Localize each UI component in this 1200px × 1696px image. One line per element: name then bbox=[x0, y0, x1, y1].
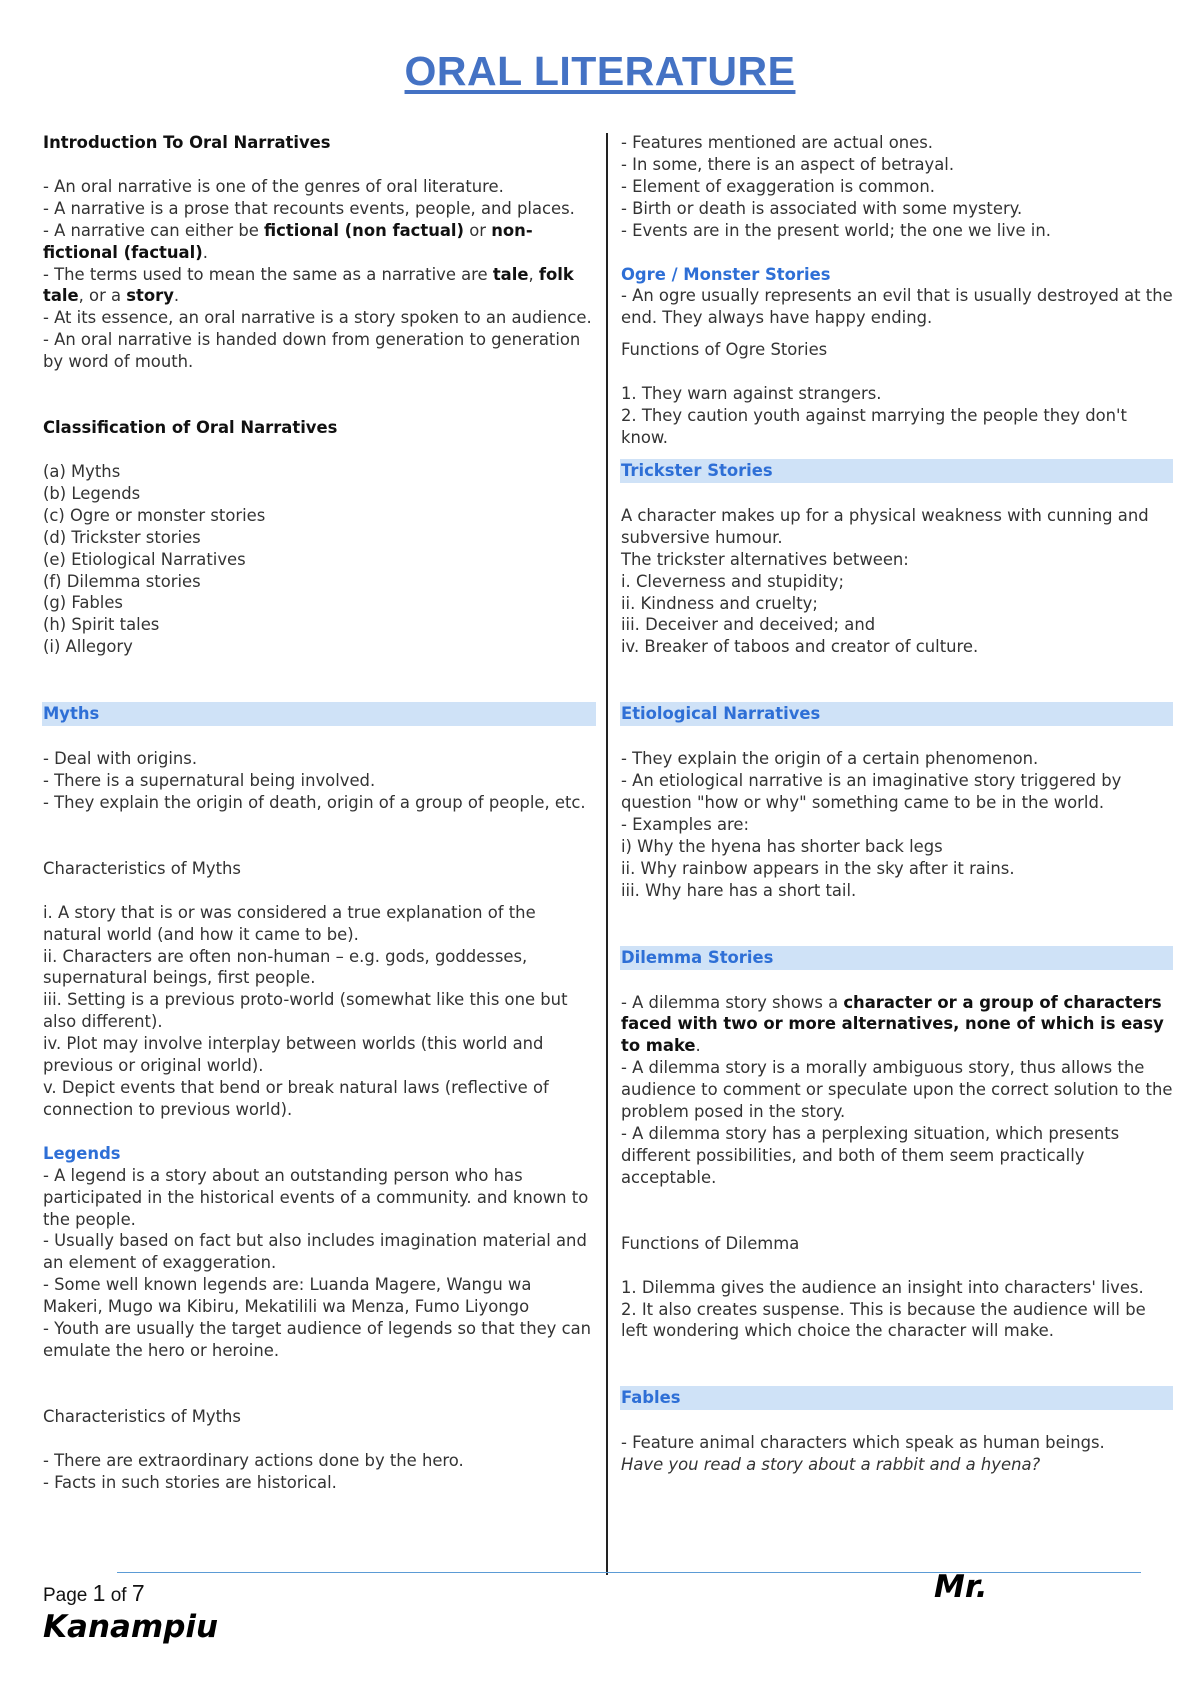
right-column bbox=[621, 132, 1173, 1476]
list-item: i) Why the hyena has shorter back legs bbox=[621, 836, 943, 856]
list-item: - There is a supernatural being involved. bbox=[43, 771, 376, 791]
list-item: ii. Characters are often non-human – e.g. gods, goddesses, supernatural beings, first people. bbox=[43, 946, 528, 988]
subheading: Functions of Dilemma bbox=[621, 1233, 800, 1253]
intro-line: - An oral narrative is one of the genres of oral literature. bbox=[43, 176, 504, 196]
paragraph: The trickster alternatives between: bbox=[621, 549, 909, 569]
list-item: 2. They caution youth against marrying the people they don't know. bbox=[621, 406, 1127, 447]
section-heading-etiological: Etiological Narratives bbox=[620, 702, 1173, 726]
page-number: Page 1 of 7 bbox=[43, 1580, 145, 1606]
paragraph: A character makes up for a physical weakness with cunning and subversive humour. bbox=[621, 505, 1149, 547]
left-column bbox=[43, 132, 596, 1494]
list-item: - They explain the origin of death, origin of a group of people, etc. bbox=[43, 792, 586, 812]
list-item: - An etiological narrative is an imaginative story triggered by question "how or why" something came to be in the world. bbox=[621, 771, 1122, 813]
section-heading-trickster: Trickster Stories bbox=[620, 459, 1173, 483]
list-item: - They explain the origin of a certain phenomenon. bbox=[621, 749, 1039, 769]
list-item: iii. Why hare has a short tail. bbox=[621, 880, 857, 900]
list-item: (g) Fables bbox=[43, 593, 123, 613]
section-heading-legends: Legends bbox=[43, 1143, 121, 1163]
author-title: Mr. bbox=[934, 1569, 988, 1605]
intro-line: - At its essence, an oral narrative is a story spoken to an audience. bbox=[43, 308, 592, 328]
list-item: iv. Breaker of taboos and creator of culture. bbox=[621, 637, 979, 657]
list-item: - Examples are: bbox=[621, 814, 750, 834]
list-item: 1. They warn against strangers. bbox=[621, 384, 882, 404]
intro-heading: Introduction To Oral Narratives bbox=[43, 133, 331, 152]
list-item: iii. Setting is a previous proto-world (somewhat like this one but also different). bbox=[43, 990, 568, 1032]
list-item: (c) Ogre or monster stories bbox=[43, 505, 266, 525]
list-item: iv. Plot may involve interplay between worlds (this world and previous or original world). bbox=[43, 1034, 544, 1076]
list-item: (b) Legends bbox=[43, 483, 141, 503]
author-name: Kanampiu bbox=[43, 1609, 219, 1645]
list-item: - There are extraordinary actions done by the hero. bbox=[43, 1450, 464, 1470]
subheading: Characteristics of Myths bbox=[43, 1406, 241, 1426]
subheading: Characteristics of Myths bbox=[43, 858, 241, 878]
classification-list bbox=[43, 461, 596, 658]
subheading: Functions of Ogre Stories bbox=[621, 340, 828, 360]
list-item: - Features mentioned are actual ones. bbox=[621, 133, 933, 152]
list-item: - Deal with origins. bbox=[43, 749, 198, 769]
section-heading-ogre: Ogre / Monster Stories bbox=[621, 264, 831, 284]
list-item: - Usually based on fact but also includes imagination material and an element of exaggeration. bbox=[43, 1231, 587, 1273]
list-item: i. Cleverness and stupidity; bbox=[621, 571, 845, 591]
document-title: ORAL LITERATURE bbox=[404, 48, 796, 94]
paragraph: - An ogre usually represents an evil that is usually destroyed at the end. They always have happy ending. bbox=[621, 286, 1173, 328]
list-item: ii. Kindness and cruelty; bbox=[621, 593, 818, 613]
list-item: - In some, there is an aspect of betrayal. bbox=[621, 154, 955, 174]
intro-line: - An oral narrative is handed down from generation to generation by word of mouth. bbox=[43, 330, 581, 372]
list-item: v. Depict events that bend or break natural laws (reflective of connection to previous world). bbox=[43, 1078, 549, 1119]
question-line: Have you read a story about a rabbit and a hyena? bbox=[621, 1455, 1041, 1475]
intro-line: - The terms used to mean the same as a narrative are tale, folk tale, or a story. bbox=[43, 264, 574, 306]
paragraph: - A dilemma story shows a character or a group of characters faced with two or more alternatives, none of which is easy to make. bbox=[621, 992, 1164, 1056]
section-heading-fables: Fables bbox=[620, 1386, 1173, 1410]
list-item: - Element of exaggeration is common. bbox=[621, 176, 935, 196]
list-item: (e) Etiological Narratives bbox=[43, 549, 246, 569]
paragraph: - A dilemma story has a perplexing situation, which presents different possibilities, and both of them seem practically acceptable. bbox=[621, 1124, 1120, 1187]
intro-line: - A narrative is a prose that recounts events, people, and places. bbox=[43, 198, 575, 218]
list-item: - Facts in such stories are historical. bbox=[43, 1472, 337, 1492]
list-item: (d) Trickster stories bbox=[43, 527, 201, 547]
list-item: - Some well known legends are: Luanda Magere, Wangu wa Makeri, Mugo wa Kibiru, Mekatilili wa Menza, Fumo Liyongo bbox=[43, 1275, 532, 1317]
list-item: i. A story that is or was considered a true explanation of the natural world (and how it came to be). bbox=[43, 902, 536, 944]
list-item: 2. It also creates suspense. This is because the audience will be left wondering which choice the character will make. bbox=[621, 1299, 1146, 1341]
list-item: - Birth or death is associated with some mystery. bbox=[621, 198, 1023, 218]
column-divider bbox=[606, 133, 608, 1575]
list-item: - Events are in the present world; the one we live in. bbox=[621, 220, 1051, 240]
list-item: iii. Deceiver and deceived; and bbox=[621, 615, 876, 635]
list-item: - A legend is a story about an outstanding person who has participated in the historical events of a community. and known to the people. bbox=[43, 1165, 589, 1229]
list-item: ii. Why rainbow appears in the sky after it rains. bbox=[621, 858, 1015, 878]
section-heading-myths: Myths bbox=[42, 702, 596, 726]
list-item: (h) Spirit tales bbox=[43, 615, 160, 635]
list-item: (a) Myths bbox=[43, 461, 121, 481]
classification-heading: Classification of Oral Narratives bbox=[43, 418, 338, 438]
list-item: - Youth are usually the target audience of legends so that they can emulate the hero or heroine. bbox=[43, 1319, 592, 1360]
section-heading-dilemma: Dilemma Stories bbox=[620, 946, 1173, 970]
intro-line: - A narrative can either be fictional (non factual) or non-fictional (factual). bbox=[43, 220, 533, 262]
list-item: (i) Allegory bbox=[43, 637, 133, 657]
list-item: (f) Dilemma stories bbox=[43, 571, 201, 591]
paragraph: - A dilemma story is a morally ambiguous story, thus allows the audience to comment or speculate upon the correct solution to the problem posed in the story. bbox=[621, 1058, 1173, 1122]
paragraph: - Feature animal characters which speak as human beings. bbox=[621, 1433, 1105, 1453]
list-item: 1. Dilemma gives the audience an insight into characters' lives. bbox=[621, 1277, 1144, 1297]
